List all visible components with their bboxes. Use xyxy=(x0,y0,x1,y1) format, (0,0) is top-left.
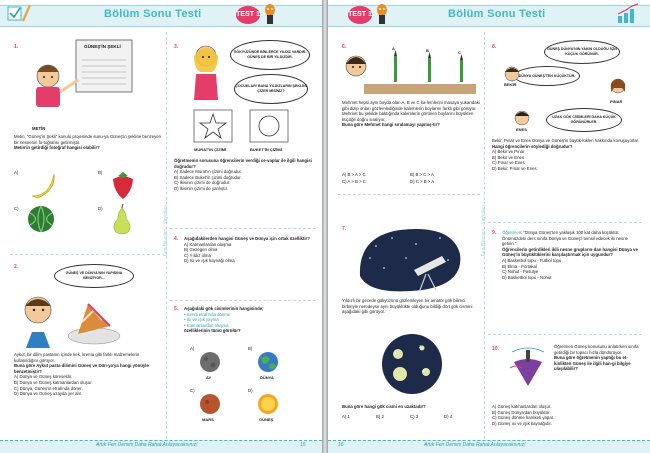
q5-label-moon: AY xyxy=(206,375,212,380)
q5-bullet-2: • Isı ve ışık yayma xyxy=(184,317,219,323)
q1-option-b[interactable]: B) xyxy=(98,170,103,175)
q8-option-a[interactable]: A) Bekir ve Pınar xyxy=(492,149,525,155)
footer-bar xyxy=(0,440,322,453)
q9-option-d[interactable]: D) Basketbol topu - Nohut xyxy=(502,274,552,280)
separator xyxy=(170,300,316,301)
test-badge: TEST 1 xyxy=(348,6,372,24)
q7-number-4: 4 xyxy=(422,368,425,373)
q7-option-b[interactable]: B) 2 xyxy=(376,414,384,419)
q5-option-d[interactable]: D) xyxy=(248,388,253,393)
mascot-icon xyxy=(374,3,390,25)
q3-bubble-2: ÇOCUKLAR! BANA YILDIZLARIN ŞEKLİNİ ÇİZER MİSİNİZ? xyxy=(234,74,308,104)
q8-number: 8. xyxy=(492,44,497,50)
q2-option-b[interactable]: B) Dünya ve Güneş katmanlardan oluşur. xyxy=(14,379,93,385)
q8-question: Hangi öğrencilerin söylediği doğrudur? xyxy=(492,143,573,149)
drawing-frames xyxy=(186,110,306,146)
q1-option-d[interactable]: D) xyxy=(98,206,103,211)
q1-name-label: METİN xyxy=(32,126,46,131)
q3-number: 3. xyxy=(174,44,179,50)
separator xyxy=(488,334,642,335)
q6-option-a[interactable]: A) B > A > C xyxy=(342,172,366,177)
header-bar xyxy=(328,5,650,27)
q6-option-c[interactable]: C) A > B > C xyxy=(342,179,366,184)
q2-text xyxy=(14,352,162,397)
chart-icon xyxy=(616,4,642,24)
q6-sign-c: C xyxy=(458,50,461,55)
q4-option-a[interactable]: A) Katmanlardan oluşma xyxy=(184,241,232,247)
separator xyxy=(10,254,160,255)
q8-name-enes: ENES xyxy=(516,127,527,132)
celestial-bodies-illustration xyxy=(372,334,452,394)
q6-sign-b: B xyxy=(426,48,429,53)
footer-slogan: Artık Fen Dersini Daha Rahat Anlayacaksınız! xyxy=(424,442,526,448)
q7-number: 7. xyxy=(342,226,347,232)
header-bar xyxy=(0,5,322,27)
footer-bar xyxy=(328,440,650,453)
mars-icon xyxy=(198,392,222,416)
q3-label-murat: MURAT'IN ÇİZİMİ xyxy=(194,147,227,152)
teacher-illustration xyxy=(188,42,228,102)
q9-quote: : "Dünya Güneş'ten yaklaşık 100 kat daha küçüktür. Önümüzdeki ders sınıfa Dünya ve Güneş'i temsil edecek iki nesne getirin." xyxy=(502,230,628,247)
pear-icon xyxy=(110,204,134,236)
footer-slogan: Artık Fen Dersini Daha Rahat Anlayacaksınız! xyxy=(96,442,198,448)
q9-option-a[interactable]: A) Basketbol topu - Futbol topu xyxy=(502,257,562,263)
newspaper-illustration xyxy=(26,40,144,120)
q9-teacher: Öğretmen xyxy=(502,230,522,235)
q5-label-sun: GÜNEŞ xyxy=(259,417,274,422)
q3-option-d[interactable]: D) İkisinin çizimi de yanlıştır. xyxy=(174,185,228,191)
q8-name-pinar: PINAR xyxy=(610,99,623,104)
sidebar-text: Fen Bilimleri · Yayınları xyxy=(163,205,169,257)
page-number: 15 xyxy=(300,442,306,448)
q10-option-a[interactable]: A) Güneş katmanlardan oluşur. xyxy=(492,404,552,409)
mascot-icon xyxy=(262,3,278,25)
q8-bubble-2: DÜNYA GÜNEŞ'TEN KÜÇÜKTÜR. xyxy=(514,66,580,86)
q7-number-1: 1 xyxy=(394,350,397,355)
q10-body: Öğretmen Güneş konusunu anlatırken sınıfa getirdiği bir topacı hızla döndürüyor. xyxy=(554,344,639,355)
q2-question: Buna göre Aykut pasta dilimini Güneş ve Dün-ya'ya hangi yönüyle benzetmiştir? xyxy=(14,363,149,374)
q2-body: Aykut, bir dilim pastanın içinde kek, krema gibi farklı malzemelerin kullanıldığını görüyor. xyxy=(14,352,140,363)
separator xyxy=(488,222,642,223)
q5-label-earth: DÜNYA xyxy=(260,375,274,380)
q9-option-c[interactable]: C) Nohut - Pasulye xyxy=(502,269,539,275)
q7-option-a[interactable]: A) 1 xyxy=(342,414,350,419)
q5-option-b[interactable]: B) xyxy=(248,346,253,351)
q10-option-b[interactable]: B) Güneş Dünya'dan büyüktür. xyxy=(492,409,551,415)
q4-question: Aşağıdakilerden hangisi Güneş ve Dünya için ortak özelliktir? xyxy=(184,236,310,241)
q10-options xyxy=(492,404,642,426)
q10-text xyxy=(554,344,644,372)
q5-bullet-1: • Kendi etrafında dönme xyxy=(184,311,231,317)
strawberry-icon xyxy=(110,172,136,200)
q6-question: Buna göre Mehmet hangi sıralamayı yapmış-tır? xyxy=(342,122,440,128)
q8-bubble-1: GÜNEŞ DÜNYA'NIN YAKIN OLDUĞU İÇİN KÜÇÜK GÖRÜNÜR. xyxy=(544,40,620,64)
q9-option-b[interactable]: B) Elma - Portakal xyxy=(502,263,537,269)
q3-question: Öğretmenin sorusuna öğrencilerin verdiği ce-vaplar ile ilgili hangisi doğrudur? xyxy=(174,158,312,169)
q1-body: Metin, "Güneş'in Şekli" konulu projesinde sunu-ya Güneş'in şekline benzeyen bir nesnenin fo-toğrafını getirmiştir. xyxy=(14,134,162,145)
q6-sign-a: A xyxy=(392,46,395,51)
q10-option-c[interactable]: C) Güneş dönme hareketi yapar. xyxy=(492,415,555,421)
q7-number-3: 3 xyxy=(396,370,399,375)
q5-question-2: özelliklerinin tümü görülür? xyxy=(184,328,241,334)
moon-icon xyxy=(198,350,222,374)
q1-option-c[interactable]: C) xyxy=(14,206,19,211)
page-title: Bölüm Sonu Testi xyxy=(104,8,202,20)
q8-option-b[interactable]: B) Bekir ve Enes xyxy=(492,154,525,160)
q9-text xyxy=(502,230,642,280)
q5-option-a[interactable]: A) xyxy=(190,346,195,351)
banana-icon xyxy=(28,170,58,200)
q8-name-bekir: BEKİR xyxy=(504,82,517,87)
q6-text xyxy=(342,100,482,128)
q7-text xyxy=(342,298,482,315)
q3-option-b[interactable]: B) Sadece Buket'in çizimi doğrudur. xyxy=(174,174,242,180)
q8-option-c[interactable]: C) Pınar ve Enes xyxy=(492,160,525,166)
q6-option-d[interactable]: D) C > B > A xyxy=(410,179,435,184)
q3-label-buket: BUKET'İN ÇİZİMİ xyxy=(250,147,282,152)
q1-question: Metin'in getirdiği fotoğraf hangisi olabilir? xyxy=(14,145,100,151)
q7-option-d[interactable]: D) 4 xyxy=(444,414,453,419)
sidebar-text: Fen Bilimleri · Yayınları xyxy=(481,205,487,257)
q6-number: 6. xyxy=(342,44,347,50)
q8-bubble-3: UZAK GÖK CİSİMLERİ DAHA KÜÇÜK GÖRÜNÜRLER. xyxy=(546,108,622,132)
test-badge: TEST 1 xyxy=(236,6,260,24)
q4-text xyxy=(184,236,316,264)
q5-bullet-3: • Katmanlardan oluşma xyxy=(184,322,229,328)
q1-text xyxy=(14,134,162,151)
q1-number: 1. xyxy=(14,44,19,50)
q9-question: Öğrencilerin getirdikleri ikili nesne grupların-dan hangisi Dünya ve Güneş'in büyüklüklerini karşılaştırmak için uygundur? xyxy=(502,246,638,258)
q2-option-a[interactable]: A) Dünya ve Güneş küreseldir. xyxy=(14,374,73,380)
q3-option-c[interactable]: C) İkisinin çizimi de doğrudur. xyxy=(174,180,231,186)
page-number: 16 xyxy=(338,442,344,448)
q7-option-c[interactable]: C) 3 xyxy=(410,414,419,419)
q10-question: Buna göre öğretmenin yaptığı bu et-kinlikten Güneş ile ilgili han-gi bilgiye ulaşılabilir? xyxy=(554,355,631,372)
earth-icon xyxy=(256,350,280,374)
poster-title: GÜNEŞ'İN ŞEKLİ xyxy=(84,44,121,49)
q6-body: Mehmet hepsi aynı boyda olan A, B ve C ka-lemlerini masaya yukarıdaki gibi dizip onları gözlemlediğinde kalemlerin boylarını farklı gibi görüyor. Mehmet bu şekilde baktığında kalemlerin görünen boylarını büyükten küçüğe doğru sıralıyor. xyxy=(342,100,480,122)
q9-number: 9. xyxy=(492,230,497,236)
q10-option-d[interactable]: D) Güneş ısı ve ışık kaynağıdır. xyxy=(492,420,552,426)
check-pencil-icon xyxy=(6,3,32,23)
q2-option-c[interactable]: C) Dünya, Güneş'in etrafında döner. xyxy=(14,385,83,391)
q4-option-d[interactable]: D) Isı ve ışık kaynağı olma xyxy=(184,258,235,264)
q5-label-mars: MARS xyxy=(202,417,214,422)
q5-text xyxy=(184,306,316,334)
q8-option-d[interactable]: D) Bekir, Pınar ve Enes xyxy=(492,165,537,171)
q1-option-a[interactable]: A) xyxy=(14,170,19,175)
sun-icon xyxy=(256,392,280,416)
spinning-top-illustration xyxy=(502,344,552,394)
q4-option-c[interactable]: C) Yıldız olma xyxy=(184,252,211,258)
watermelon-icon xyxy=(26,204,56,234)
q4-number: 4. xyxy=(174,236,179,242)
students-illustration xyxy=(494,60,634,130)
separator xyxy=(170,228,316,229)
q8-text xyxy=(492,138,642,172)
night-sky-illustration xyxy=(356,226,466,292)
q7-body: Yıldızlı bir gecede gökyüzünü gözlemleyen bir amatör gök bilimci birbiriyle neredeyse aynı büyüklükte olduğunu bildiği dört gök cismini aşağıdaki gibi görüyor. xyxy=(342,298,473,315)
left-page xyxy=(0,0,322,453)
q5-number: 5. xyxy=(174,306,179,312)
q5-option-c[interactable]: C) xyxy=(190,388,195,393)
q10-number: 10. xyxy=(492,346,499,352)
q7-question: Buna göre hangi gök cismi en uzaktadır? xyxy=(342,404,426,409)
q2-option-d[interactable]: D) Dünya ve Güneş uzayda yer alır. xyxy=(14,391,83,397)
right-page xyxy=(328,0,650,453)
q3-bubble-1: GÖKYÜZÜNDE BİNLERCE YILDIZ VARDIR. GÜNEŞ DE BİR YILDIZDIR. xyxy=(230,40,310,70)
q4-option-b[interactable]: B) Gezegen olma xyxy=(184,247,218,253)
q8-body: Bekir, Pınar ve Enes Dünya ve Güneş'in büyük-lükleri hakkında konuşuyorlar. xyxy=(492,138,639,143)
q5-question: Aşağıdaki gök cisimlerinin hangisinde; xyxy=(184,306,264,311)
q3-option-a[interactable]: A) Sadece Murat'ın çizimi doğrudur. xyxy=(174,169,242,175)
q7-number-2: 2 xyxy=(419,344,422,349)
q6-option-b[interactable]: B) B > C > A xyxy=(410,172,434,177)
separator xyxy=(338,194,480,195)
q3-text xyxy=(174,158,316,192)
q2-number: 2. xyxy=(14,264,19,270)
page-title: Bölüm Sonu Testi xyxy=(448,8,546,20)
q2-speech-bubble: GÜNEŞ VE DÜNYA'NIN YAPISINA BENZİYOR... xyxy=(54,264,134,288)
boy-with-cake-illustration xyxy=(16,288,126,348)
